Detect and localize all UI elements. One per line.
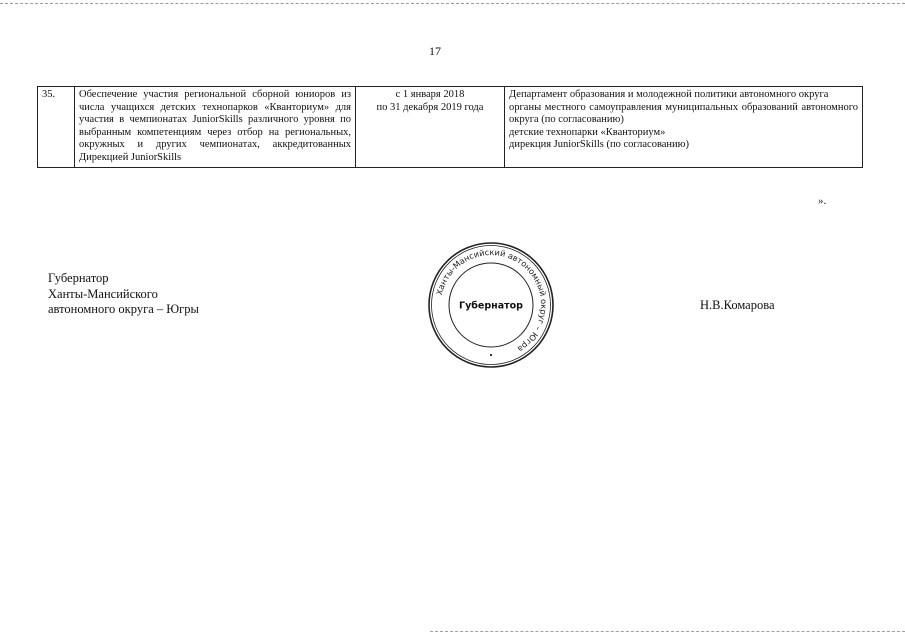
executors-cell <box>505 87 863 168</box>
term-start: с 1 января 2018 <box>395 89 465 100</box>
executor-item: Департамент образования и молодежной политики автономного округа <box>509 89 829 100</box>
page-number: 17 <box>429 44 441 58</box>
seal-dot <box>490 354 492 356</box>
seal-center-text: Губернатор <box>459 300 523 312</box>
official-seal <box>427 241 555 369</box>
executor-item: органы местного самоуправления муниципальных образований автономного округа (по согласованию) <box>509 101 858 125</box>
closing-quote: ». <box>818 195 827 207</box>
title-line: автономного округа – Югры <box>48 302 199 316</box>
row-number: 35. <box>38 87 75 168</box>
scan-edge-bottom <box>430 631 905 636</box>
title-line: Губернатор <box>48 271 109 285</box>
seal-ring-text: Ханты-Мансийский автономный округ – Югра <box>434 246 550 355</box>
executor-item: детские технопарки «Кванториум» <box>509 126 666 138</box>
governor-title <box>48 271 199 318</box>
term-end: по 31 декабря 2019 года <box>376 101 484 113</box>
executor-item: дирекция JuniorSkills (по согласованию) <box>509 139 690 150</box>
event-description: Обеспечение участия региональной сборной юниоров из числа учащихся детских технопарков «Кванториум» для участия в чемпионатах JuniorSkills различного уровня по выбранным компетенциям через отбор на региональных, окружных и других чемпионатах, аккредитованных Дирекцией JuniorSkills <box>75 87 356 168</box>
term-cell <box>356 87 505 168</box>
signatory-name: Н.В.Комарова <box>700 298 775 312</box>
scan-edge-top <box>0 3 905 10</box>
activity-table <box>37 86 863 168</box>
table-row <box>38 87 863 168</box>
title-line: Ханты-Мансийского <box>48 286 158 301</box>
